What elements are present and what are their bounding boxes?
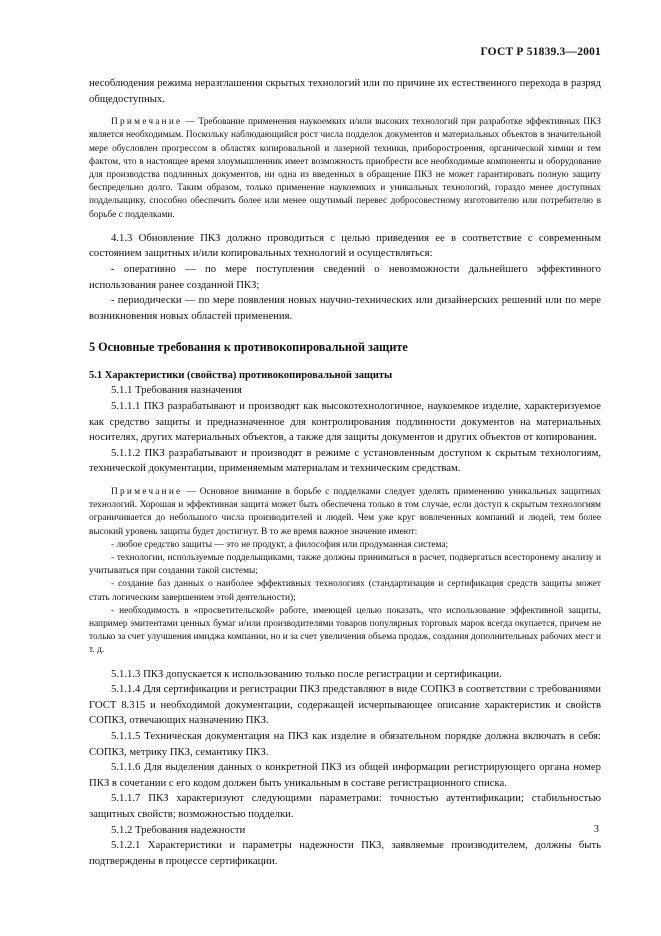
note-2-item-b: - технологии, используемые подделыщиками, также должны приниматься в расчет, подвергаться всесторонему анализу и учитываться при создании такой системы; — [89, 552, 601, 577]
paragraph-4-1-3: 4.1.3 Обновление ПКЗ должно проводиться с целью приведения ее в соответствие с современным состоянием защитных и/или копировальных технологий и осуществляться: — [89, 231, 601, 260]
paragraph-5-1-1-1: 5.1.1.1 ПКЗ разрабатывают и производят как высокотехнологичное, наукоемкое изделие, характеризуемое как средство защиты и предназначенное для контролирования подлинности документов на материальных носителях, других материальных объектов, а также для защиты документов и других объектов от копирования. — [89, 399, 601, 444]
note-1-label: Примечание — [111, 117, 183, 128]
list-item-periodic: - периодически — по мере появления новых научно-технических или дизайнерских решений или по мере возникновения новых областей применения. — [89, 294, 601, 322]
paragraph-5-1-1-7: 5.1.1.7 ПКЗ характеризуют следующими параметрами: точностью аутентификации; стабильностью защитных свойств; возможностью подделки. — [89, 792, 601, 820]
note-1 — [89, 116, 601, 222]
paragraph-5-1-2: 5.1.2 Требования надежности — [111, 823, 246, 836]
note-2 — [89, 486, 601, 539]
paragraph-5-1-1-5: 5.1.1.5 Техническая документация на ПКЗ как изделие в обязательном порядке должна включать в себя: СОПКЗ, метрику ПКЗ, семантику ПКЗ. — [89, 729, 601, 758]
paragraph-5-1-1-2: 5.1.1.2 ПКЗ разрабатывают и производят в режиме с установленным доступом к скрытым технологиям, технической документации, применяемым материалам и техническим средствам. — [89, 446, 601, 475]
subsection-5-1-heading: 5.1 Характеристики (свойства) противокопировальной защиты — [89, 370, 393, 382]
note-2-label: Примечание — [111, 486, 183, 497]
paragraph-continuation: несоблюдения режима неразглашения скрытых технологий или по причине их естественного перехода в разряд общедоступных. — [89, 77, 601, 105]
paragraph-5-1-1: 5.1.1 Требования назначения — [111, 384, 242, 397]
note-2-item-a: - любое средство защиты — это не продукт, а философия или продуманная система; — [111, 539, 449, 550]
section-5-heading: 5 Основные требования к противокопировальной защите — [89, 340, 408, 355]
list-item-operative: - оперативно — по мере поступления сведений о невозможности дальнейшего эффективного использования ранее созданной ПКЗ; — [89, 263, 601, 291]
paragraph-5-1-1-6: 5.1.1.6 Для выделения данных о конкретной ПКЗ из общей информации регистрирующего органа номер ПКЗ в сочетании с его кодом должен быть уникальным в составе регистрационного списка. — [89, 761, 601, 789]
note-2-item-d: - необходимость в «просветительской» работе, имеющей целью показать, что использование эффективной защиты, например эмитентами ценных бумаг и/или производителями товаров популярных торговых марок всегда окупается, причем не только за счет улучшения имиджа компании, но и за счет увеличения объема продаж, создания дополнительных рабочих мест и т. д. — [89, 605, 601, 656]
paragraph-5-1-1-4: 5.1.1.4 Для сертификации и регистрации ПКЗ представляют в виде СОПКЗ в соответствии с требованиями ГОСТ 8.315 и необходимой документации, содержащей исчерпывающее описание характеристик и свойств СОПКЗ, отвечающих назначению ПКЗ. — [89, 683, 601, 727]
note-1-text: — Требование применения наукоемких и/или высоких технологий при разработке эффективных ПКЗ является необходимым. Поскольку наблюдающийся рост числа подделок документов и материальных объектов в значительной мере обусловлен прогрессом в областях копировальной и лазерной техники, приборостроения, органической химии и тем фактом, что в настоящее время злоумышленник имеет возможность приобрести все необходимые компоненты и оборудование для производства подлинных документов, ни одна из введенных в обращение ПКЗ не может гарантировать полную защиту беспредельно долго. Таким образом, только применение наукоемких и уникальных технологий, гораздо менее доступных подделыщику, способно обеспечить более или менее ощутимый перевес добросовестному изготовителю или потребителю в борьбе с подделками. — [89, 117, 601, 220]
paragraph-5-1-1-3: 5.1.1.3 ПКЗ допускается к использованию только после регистрации и сертификации. — [111, 667, 502, 680]
note-2-item-c: - создание баз данных о наиболее эффективных технологиях (стандартизация и сертификация средств защиты может стать логическим завершением этой деятельности); — [89, 579, 601, 603]
note-2-text: — Основное внимание в борьбе с подделками следует уделять применению уникальных защитных технологий. Хорошая и эффективная защита может быть обеспечена только в том случае, если доступ к скрытым технологиям ограничивается до небольшого числа производителей и людей. Чем уже круг вовлеченных компаний и людей, тем более высокий уровень защиты будет достигнут. В то же время важное значение имеют: — [89, 486, 601, 537]
paragraph-5-1-2-1: 5.1.2.1 Характеристики и параметры надежности ПКЗ, заявляемые производителем, должны быть подтверждены в процессе сертификации. — [89, 839, 601, 867]
standard-header: ГОСТ Р 51839.3—2001 — [480, 46, 601, 58]
page-number: 3 — [593, 824, 599, 835]
